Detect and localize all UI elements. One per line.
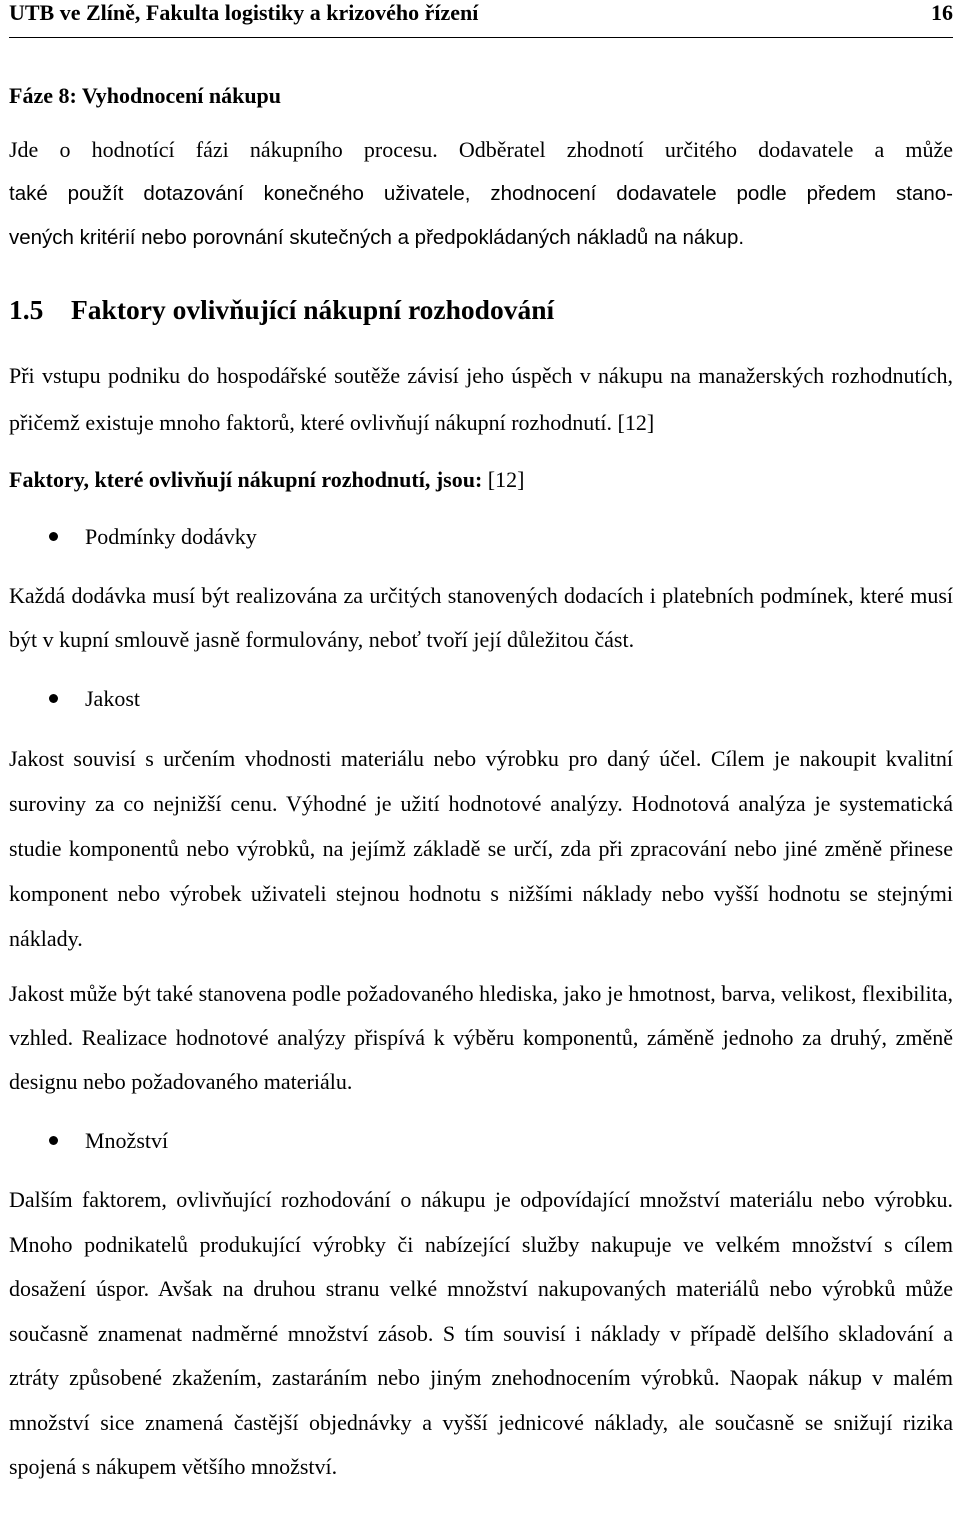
phase-8-title: Fáze 8: Vyhodnocení nákupu (9, 83, 282, 108)
bullet-dot-icon (49, 694, 58, 703)
section-number: 1.5 (9, 294, 44, 325)
item-paragraph (9, 972, 953, 1104)
section-intro-block (9, 352, 953, 446)
bullet-label: Jakost (85, 686, 140, 711)
paragraph-text: Jakost souvisí s určením vhodnosti materiálu nebo výrobku pro daný účel. Cílem je nakoupit kvalitní suroviny za co nejnižší cenu. Výhodné je užití hodnotové analýzy. Hodnotová analýza je systematická studie komponentů nebo výrobků, na jejímž základě se určí, zda při zpracování nebo jiné změně přinese komponent nebo výrobek uživateli stejnou hodnotu s nižšími náklady nebo vyšší hodnotu se stejnými náklady. (9, 746, 953, 951)
running-header (9, 0, 953, 38)
bullet-item (9, 1128, 953, 1158)
section-intro: Při vstupu podniku do hospodářské soutěže závisí jeho úspěch v nákupu na manažerských rozhodnutích, přičemž existuje mnoho faktorů, které ovlivňují nákupní rozhodnutí. [12] (9, 363, 953, 435)
section-heading (9, 294, 953, 326)
item-paragraph (9, 736, 953, 961)
bullet-dot-icon (49, 1136, 58, 1145)
item-paragraph (9, 574, 953, 662)
page-number: 16 (931, 0, 953, 25)
bullet-label: Množství (85, 1128, 169, 1153)
bullet-label: Podmínky dodávky (85, 524, 257, 549)
phase-8-line-1: Jde o hodnotící fázi nákupního procesu. Odběratel zhodnotí určitého dodavatele a může (9, 137, 953, 162)
item-paragraph (9, 1178, 953, 1490)
phase-8-text-block (9, 128, 953, 260)
bullet-item (9, 686, 953, 716)
factors-lead-bold: Faktory, které ovlivňují nákupní rozhodnutí, jsou: (9, 467, 483, 492)
bullet-dot-icon (49, 532, 58, 541)
section-title: Faktory ovlivňující nákupní rozhodování (71, 294, 555, 325)
factors-lead-ref: [12] (482, 467, 525, 492)
header-institution: UTB ve Zlíně, Fakulta logistiky a krizového řízení (9, 0, 479, 25)
paragraph-text: Jakost může být také stanovena podle požadovaného hlediska, jako je hmotnost, barva, velikost, flexibilita, vzhled. Realizace hodnotové analýzy přispívá k výběru komponentů, záměně jednoho za druhý, změně designu nebo požadovaného materiálu. (9, 981, 953, 1094)
phase-8-line-3: vených kritérií nebo porovnání skutečných a předpokládaných nákladů na nákup. (9, 226, 745, 249)
paragraph-text: Dalším faktorem, ovlivňující rozhodování o nákupu je odpovídající množství materiálu nebo výrobku. Mnoho podnikatelů produkující výrobky či nabízející služby nakupuje ve velkém množství s cílem dosažení úspor. Avšak na druhou stranu velké množství nakupovaných materiálů nebo výrobků může současně znamenat nadměrné množství zásob. S tím souvisí i náklady v případě delšího skladování a ztráty způsobené zkažením, zastaráním nebo jiným znehodnocením výrobků. Naopak nákup v malém množství sice znamená častější objednávky a vyšší jednicové náklady, ale současně se snižují rizika spojená s nákupem většího množství. (9, 1187, 953, 1479)
factors-lead (9, 458, 953, 502)
paragraph-text: Každá dodávka musí být realizována za určitých stanovených dodacích i platebních podmínek, které musí být v kupní smlouvě jasně formulovány, neboť tvoří její důležitou část. (9, 583, 953, 652)
phase-8-line-2: také použít dotazování konečného uživatele, zhodnocení dodavatele podle předem stano- (9, 182, 953, 205)
phase-8-title-block (9, 78, 953, 114)
bullet-item (9, 524, 953, 554)
